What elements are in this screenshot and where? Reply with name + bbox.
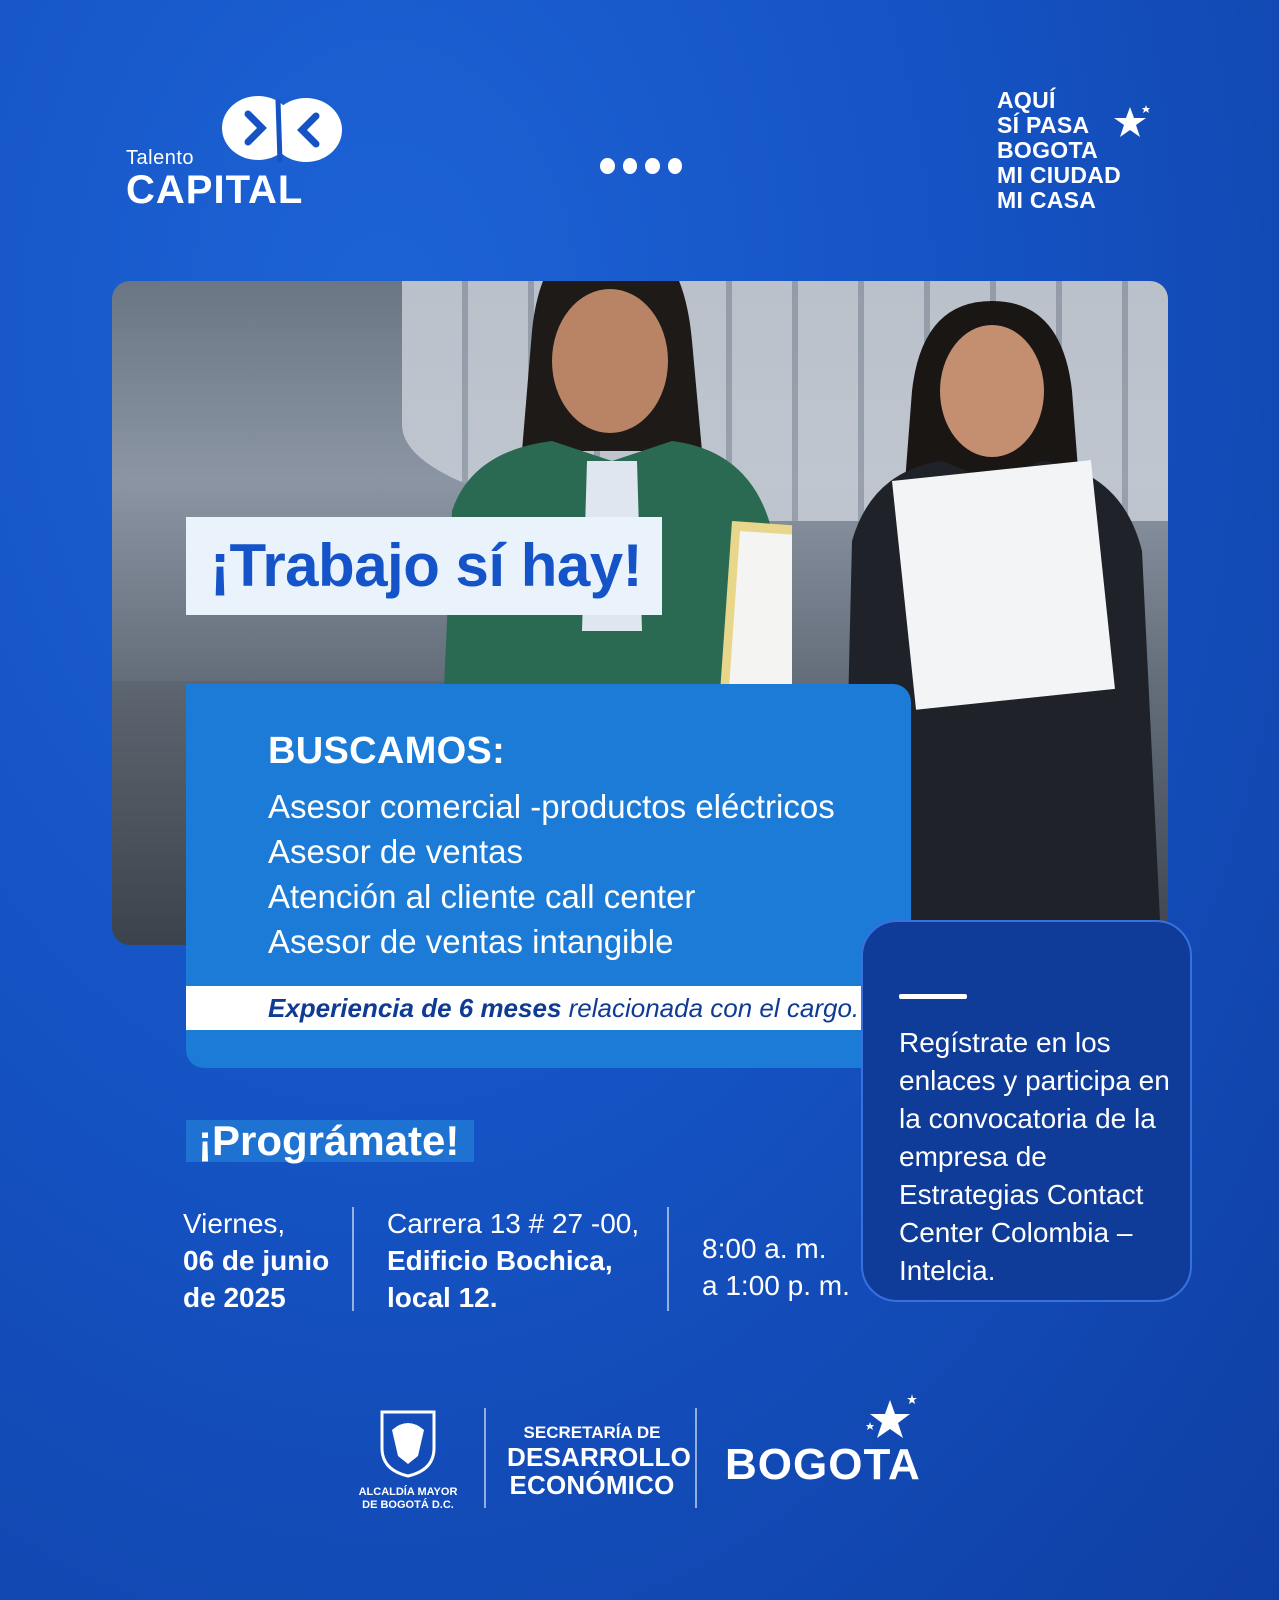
secretaria-small: SECRETARÍA DE [523, 1423, 661, 1442]
brand-big-text: CAPITAL [126, 168, 304, 212]
headline-banner: ¡Trabajo sí hay! [186, 517, 662, 615]
programate-title: ¡Prográmate! [186, 1120, 474, 1162]
secretaria-big: DESARROLLO [507, 1442, 691, 1472]
time-line: a 1:00 p. m. [702, 1270, 850, 1301]
time-line: 8:00 a. m. [702, 1233, 827, 1264]
job-item: Asesor de ventas [268, 833, 523, 870]
talento-capital-logo [126, 92, 346, 217]
job-list [268, 784, 835, 964]
address-info [387, 1205, 657, 1316]
day-text: Viernes, [183, 1208, 286, 1239]
alcaldia-line: DE BOGOTÁ D.C. [362, 1499, 454, 1511]
pagination-dots [600, 158, 682, 176]
job-item: Asesor comercial -productos eléctricos [268, 788, 835, 825]
time-info [702, 1230, 872, 1304]
chat-bubbles-icon [218, 92, 348, 168]
dot [645, 158, 660, 174]
star-icon [1108, 103, 1152, 143]
register-box [861, 920, 1192, 1302]
dot [600, 158, 615, 174]
secretaria-logo [507, 1423, 691, 1500]
address-line: local 12. [387, 1282, 498, 1313]
campaign-line: AQUÍ [997, 87, 1056, 113]
register-text: Regístrate en los enlaces y participa en la convocatoria de la empresa de Estrategias Contact Center Colombia – Intelcia. [899, 1027, 1170, 1286]
bogota-logo-text: BOGOTA [725, 1440, 921, 1489]
secretaria-big: ECONÓMICO [509, 1470, 675, 1500]
date-line: 06 de junio [183, 1245, 330, 1276]
campaign-line: MI CIUDAD [997, 162, 1122, 188]
alcaldia-line: ALCALDÍA MAYOR [358, 1486, 458, 1498]
alcaldia-text [352, 1486, 464, 1512]
buscamos-panel [186, 684, 911, 1068]
address-line: Edificio Bochica, [387, 1245, 613, 1276]
address-line: Carrera 13 # 27 -00, [387, 1208, 640, 1239]
experience-bar [186, 986, 866, 1030]
campaign-line: MI CASA [997, 187, 1097, 213]
divider [352, 1207, 354, 1311]
divider-line [899, 994, 967, 999]
date-line: de 2025 [183, 1282, 286, 1313]
brand-small-text: Talento [126, 147, 194, 169]
dot [668, 158, 683, 174]
divider [667, 1207, 669, 1311]
job-item: Atención al cliente call center [268, 878, 696, 915]
experience-rest: relacionada con el cargo. [561, 993, 860, 1023]
divider [484, 1408, 486, 1508]
shield-icon [378, 1408, 438, 1478]
date-info [183, 1205, 343, 1316]
alcaldia-logo [352, 1408, 464, 1518]
buscamos-title: BUSCAMOS: [268, 730, 506, 772]
dot [623, 158, 638, 174]
experience-bold: Experiencia de 6 meses [268, 993, 562, 1023]
campaign-line: BOGOTA [997, 137, 1099, 163]
campaign-line: SÍ PASA [997, 112, 1090, 138]
job-item: Asesor de ventas intangible [268, 923, 674, 960]
divider [695, 1408, 697, 1508]
star-icon [862, 1392, 920, 1444]
